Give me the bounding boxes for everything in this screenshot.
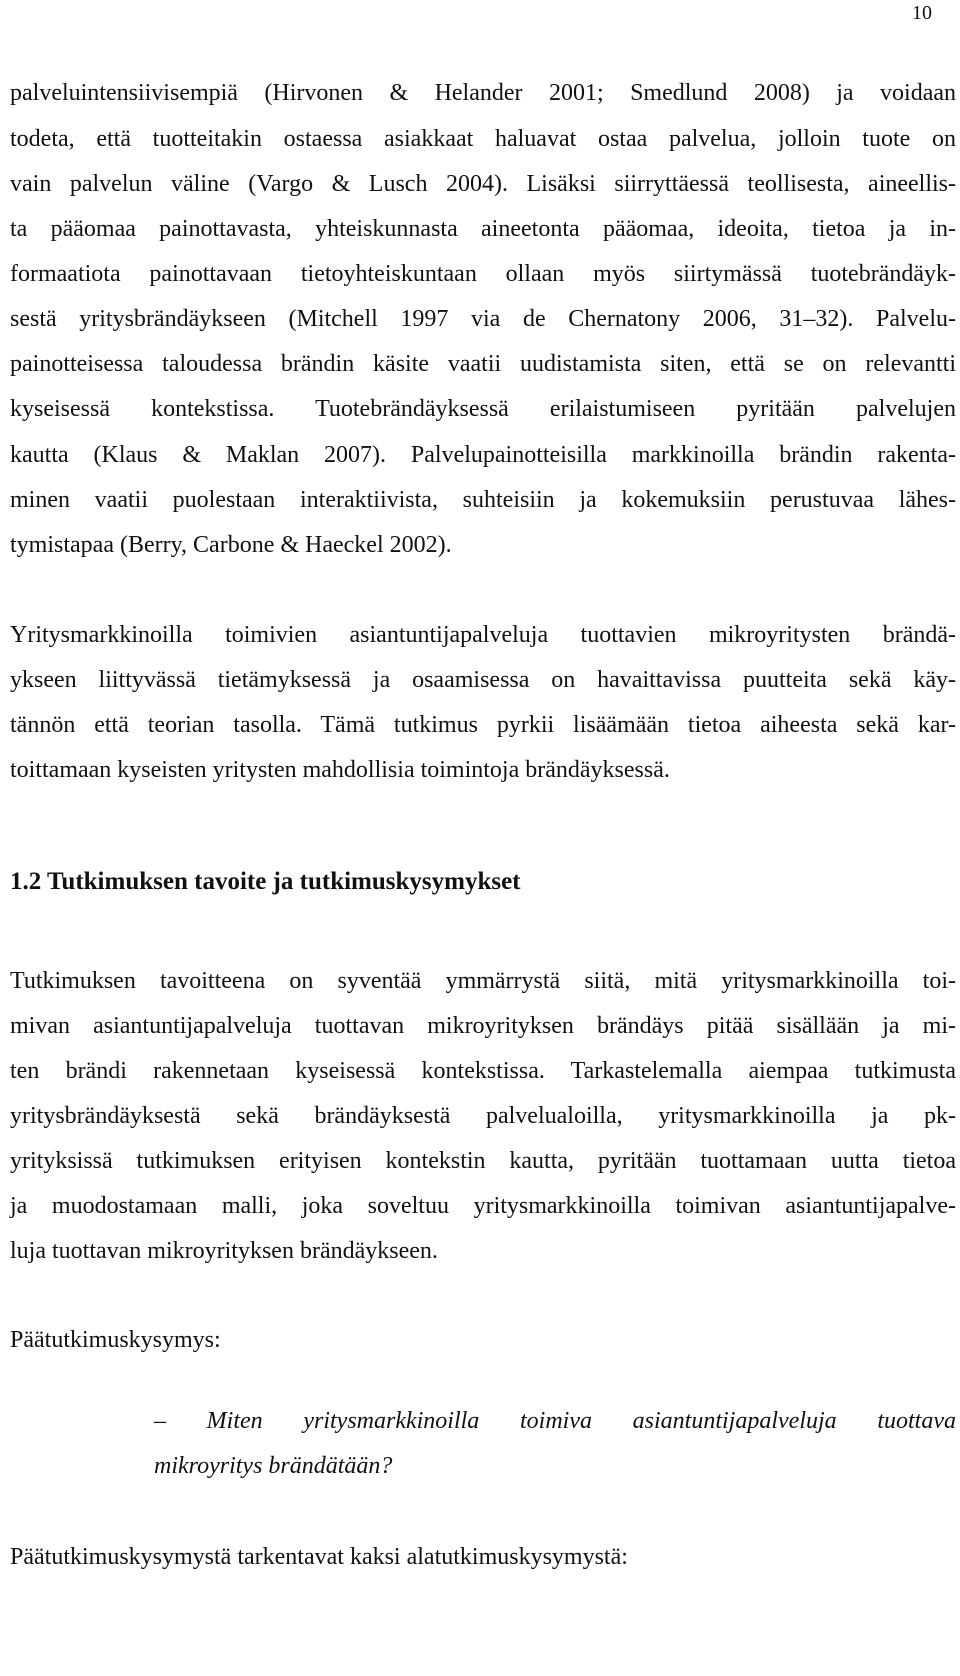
paragraph-line: minen vaatii puolestaan interaktiivista, suhteisiin ja kokemuksiin perustuvaa lähes- — [10, 487, 956, 513]
main-question-line: mikroyritys brändätään? — [154, 1453, 393, 1479]
paragraph-line: painotteisessa taloudessa brändin käsite vaatii uudistamista siten, että se on relevantti — [10, 351, 956, 377]
page-number: 10 — [912, 2, 932, 24]
paragraph-line: ja muodostamaan malli, joka soveltuu yritysmarkkinoilla toimivan asiantuntijapalve- — [10, 1193, 956, 1219]
paragraph-line: yritysbrändäyksestä sekä brändäyksestä palvelualoilla, yritysmarkkinoilla ja pk- — [10, 1103, 956, 1129]
paragraph-line: kyseisessä kontekstissa. Tuotebrändäyksessä erilaistumiseen pyritään palvelujen — [10, 396, 956, 422]
paragraph-line: mivan asiantuntijapalveluja tuottavan mikroyrityksen brändäys pitää sisällään ja mi- — [10, 1013, 956, 1039]
section-heading: 1.2 Tutkimuksen tavoite ja tutkimuskysymykset — [10, 868, 521, 895]
paragraph-line: Yritysmarkkinoilla toimivien asiantuntijapalveluja tuottavien mikroyritysten brändä- — [10, 622, 956, 648]
paragraph-line: formaatiota painottavaan tietoyhteiskuntaan ollaan myös siirtymässä tuotebrändäyk- — [10, 261, 956, 287]
main-question-label: Päätutkimuskysymys: — [10, 1327, 221, 1353]
paragraph-line: ta pääomaa painottavasta, yhteiskunnasta aineetonta pääomaa, ideoita, tietoa ja in- — [10, 216, 956, 242]
sub-questions-intro: Päätutkimuskysymystä tarkentavat kaksi alatutkimuskysymystä: — [10, 1544, 628, 1570]
paragraph-line: sestä yritysbrändäykseen (Mitchell 1997 via de Chernatony 2006, 31–32). Palvelu- — [10, 306, 956, 332]
paragraph-line: luja tuottavan mikroyrityksen brändäykseen. — [10, 1238, 438, 1264]
paragraph-line: tännön että teorian tasolla. Tämä tutkimus pyrkii lisäämään tietoa aiheesta sekä kar- — [10, 712, 956, 738]
paragraph-line: ykseen liittyvässä tietämyksessä ja osaamisessa on havaittavissa puutteita sekä käy- — [10, 667, 956, 693]
paragraph-line: kautta (Klaus & Maklan 2007). Palvelupainotteisilla markkinoilla brändin rakenta- — [10, 442, 956, 468]
paragraph-line: vain palvelun väline (Vargo & Lusch 2004). Lisäksi siirryttäessä teollisesta, aineellis- — [10, 171, 956, 197]
paragraph-line: Tutkimuksen tavoitteena on syventää ymmärrystä siitä, mitä yritysmarkkinoilla toi- — [10, 968, 956, 994]
paragraph-line: yrityksissä tutkimuksen erityisen kontekstin kautta, pyritään tuottamaan uutta tietoa — [10, 1148, 956, 1174]
paragraph-line: palveluintensiivisempiä (Hirvonen & Helander 2001; Smedlund 2008) ja voidaan — [10, 80, 956, 106]
paragraph-line: ten brändi rakennetaan kyseisessä kontekstissa. Tarkastelemalla aiempaa tutkimusta — [10, 1058, 956, 1084]
paragraph-line: toittamaan kyseisten yritysten mahdollisia toimintoja brändäyksessä. — [10, 757, 670, 783]
paragraph-line: todeta, että tuotteitakin ostaessa asiakkaat haluavat ostaa palvelua, jolloin tuote on — [10, 126, 956, 152]
main-question-line: – Miten yritysmarkkinoilla toimiva asiantuntijapalveluja tuottava — [154, 1408, 956, 1434]
paragraph-line: tymistapaa (Berry, Carbone & Haeckel 2002). — [10, 532, 452, 558]
